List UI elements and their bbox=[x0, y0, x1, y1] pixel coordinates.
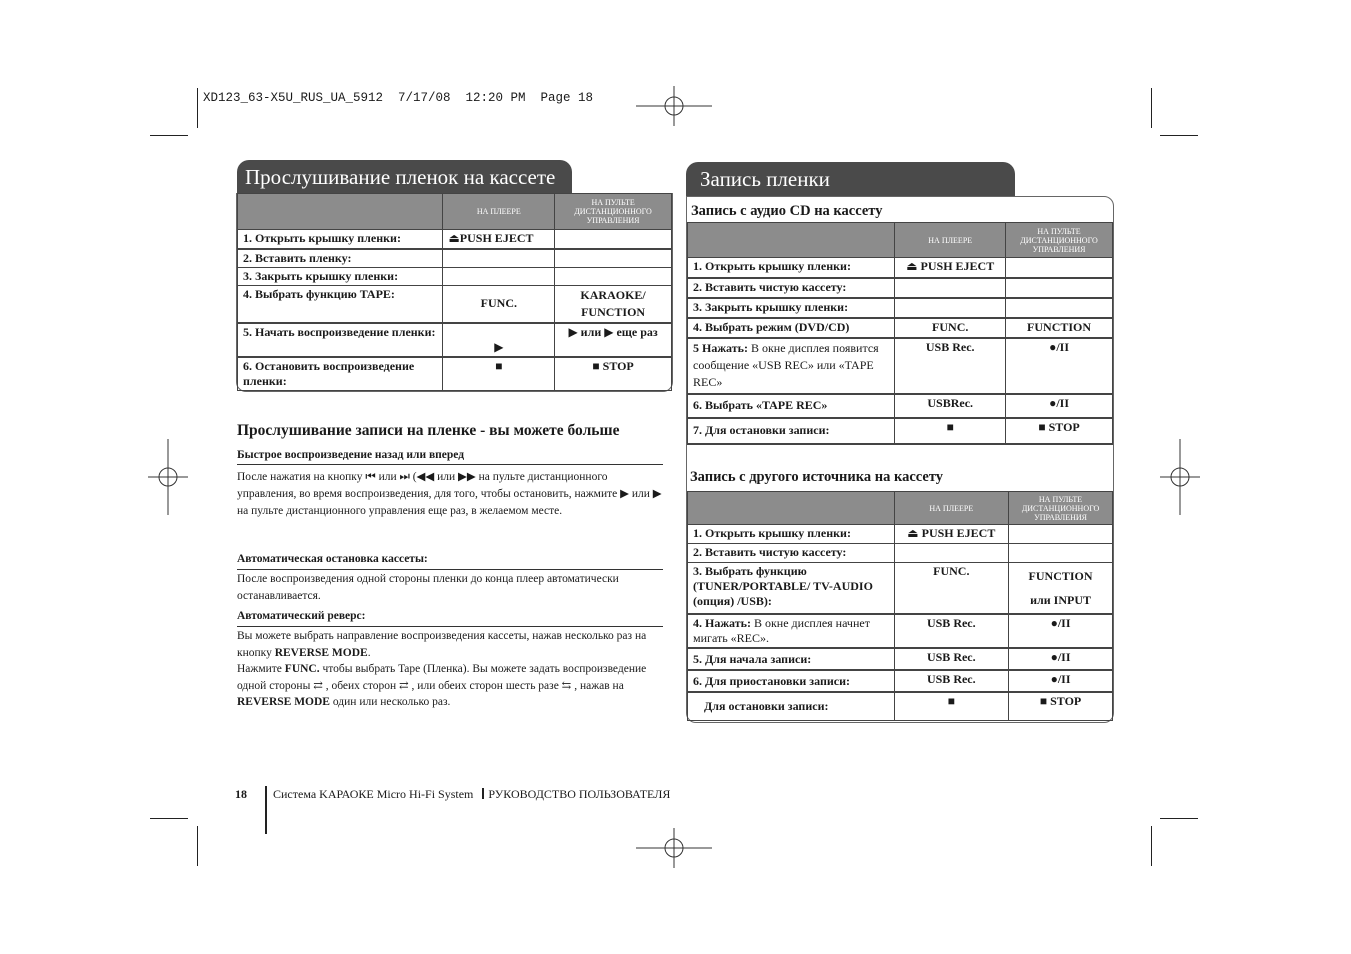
table-row: 2. Вставить чистую кассету: bbox=[688, 544, 895, 563]
print-slug: XD123_63-X5U_RUS_UA_5912 7/17/08 12:20 PM Page 18 bbox=[203, 91, 594, 105]
autostop-text: После воспроизведения одной стороны пленки до конца плеер автоматически останавливается. bbox=[237, 573, 619, 602]
autorev-text: Вы можете выбрать направление воспроизведения кассеты, нажав несколько раз на кнопку REVERSE MODE. Нажмите FUNC. чтобы выбрать Tape (Пленка). Вы можете задать воспроизведение одной стороны ⇄ , обеих сторон ⇄ , или обеих сторон шесть разе ⇆ , нажав на REVERSE MODE один или несколько раз. bbox=[237, 630, 647, 708]
table-row: Для остановки записи: bbox=[688, 692, 895, 720]
other-source-heading: Запись с другого источника на кассету bbox=[690, 469, 944, 485]
table-row: 6. Выбрать «TAPE REC» bbox=[688, 394, 895, 418]
table-row: 4. Выбрать режим (DVD/CD) bbox=[688, 318, 895, 338]
table-row: 1. Открыть крышку пленки: bbox=[688, 258, 895, 278]
table-row: 1. Открыть крышку пленки: bbox=[688, 525, 895, 544]
cd-record-heading: Запись с аудио CD на кассету bbox=[691, 203, 883, 219]
table-row: 2. Вставить пленку: bbox=[238, 249, 443, 268]
divider bbox=[237, 464, 663, 465]
table-row: 7. Для остановки записи: bbox=[688, 418, 895, 444]
section-title-listening: Прослушивание пленок на кассете bbox=[237, 160, 572, 194]
footer-separator bbox=[482, 788, 484, 799]
table-row: 2. Вставить чистую кассету: bbox=[688, 278, 895, 298]
ffrew-heading: Быстрое воспроизведение назад или вперед bbox=[237, 449, 465, 461]
divider bbox=[237, 626, 663, 627]
table-row: 6. Остановить воспроизведение пленки: bbox=[238, 357, 443, 391]
page-number: 18 bbox=[235, 787, 247, 801]
autorev-heading: Автоматический реверс: bbox=[237, 610, 366, 622]
section-title-recording: Запись пленки bbox=[686, 162, 1015, 196]
footer-divider bbox=[265, 786, 267, 834]
footer-text: Система KАРАОКЕ Micro Hi-Fi System РУКОВОДСТВО ПОЛЬЗОВАТЕЛЯ bbox=[273, 787, 671, 801]
table-row: 3. Закрыть крышку пленки: bbox=[688, 298, 895, 318]
table-row: 6. Для приостановки записи: bbox=[688, 670, 895, 692]
table-row: 4. Выбрать функцию TAPE: bbox=[238, 285, 443, 323]
table-row: 4. Нажать: В окне дисплея начнет мигать «REC». bbox=[688, 614, 895, 648]
table-row: 3. Выбрать функцию (TUNER/PORTABLE/ TV-AUDIO (опция) /USB): bbox=[688, 563, 895, 615]
divider bbox=[237, 569, 663, 570]
table-row: 3. Закрыть крышку пленки: bbox=[238, 267, 443, 285]
more-heading: Прослушивание записи на пленке - вы можете больше bbox=[237, 422, 620, 439]
table-row: 5. Для начала записи: bbox=[688, 648, 895, 670]
autostop-heading: Автоматическая остановка кассеты: bbox=[237, 553, 428, 565]
table-row: 5 Нажать: В окне дисплея появится сообщение «USB REC» или «TAPE REC» bbox=[688, 338, 895, 394]
ffrew-text: После нажатия на кнопку ⏮ или ⏭ (◀◀ или ▶▶ на пульте дистанционного управления, во время воспроизведения, для того, чтобы остановить, нажмите ▶ или ▶ на пульте дистанционного управления еще раз, в желаемом месте. bbox=[237, 471, 662, 517]
table-row: 1. Открыть крышку пленки: bbox=[238, 230, 443, 249]
listening-table: НА ПЛЕЕРЕ НА ПУЛЬТЕ ДИСТАНЦИОННОГО УПРАВЛЕНИЯ 1. Открыть крышку пленки: ⏏PUSH EJECT 2. Вставить пленку: 3. Закрыть крышку пленки: 4. Выбрать функцию TAPE: FUNC. KARAOKE/ FUNCTION 5. Начать воспроизведение пленки: ▶ ▶ или ▶ еще раз 6. Остановить воспроизведение пленки: ■ ■ STOP bbox=[237, 193, 672, 391]
table-row: 5. Начать воспроизведение пленки: bbox=[238, 323, 443, 357]
other-source-table: НА ПЛЕЕРЕ НА ПУЛЬТЕ ДИСТАНЦИОННОГО УПРАВЛЕНИЯ 1. Открыть крышку пленки: ⏏ PUSH EJECT 2. Вставить чистую кассету: 3. Выбрать функцию (TUNER/PORTABLE/ TV-AUDIO (опция) /USB): FUNC. FUNCTION или INPUT 4. Нажать: В окне дисплея начнет мигать «REC». USB Rec. ●/II 5. Для начала записи: USB Rec. ●/II 6. Для приостановки записи: USB Rec. ●/II Для остановки записи: ■ ■ STOP bbox=[687, 491, 1113, 721]
cd-record-table: НА ПЛЕЕРЕ НА ПУЛЬТЕ ДИСТАНЦИОННОГО УПРАВЛЕНИЯ 1. Открыть крышку пленки: ⏏ PUSH EJECT 2. Вставить чистую кассету: 3. Закрыть крышку пленки: 4. Выбрать режим (DVD/CD) FUNC. FUNCTION 5 Нажать: В окне дисплея появится сообщение «USB REC» или «TAPE REC» USB Rec. ●/II 6. Выбрать «TAPE REC» USBRec. ●/II 7. Для остановки записи: ■ ■ STOP bbox=[687, 222, 1113, 445]
